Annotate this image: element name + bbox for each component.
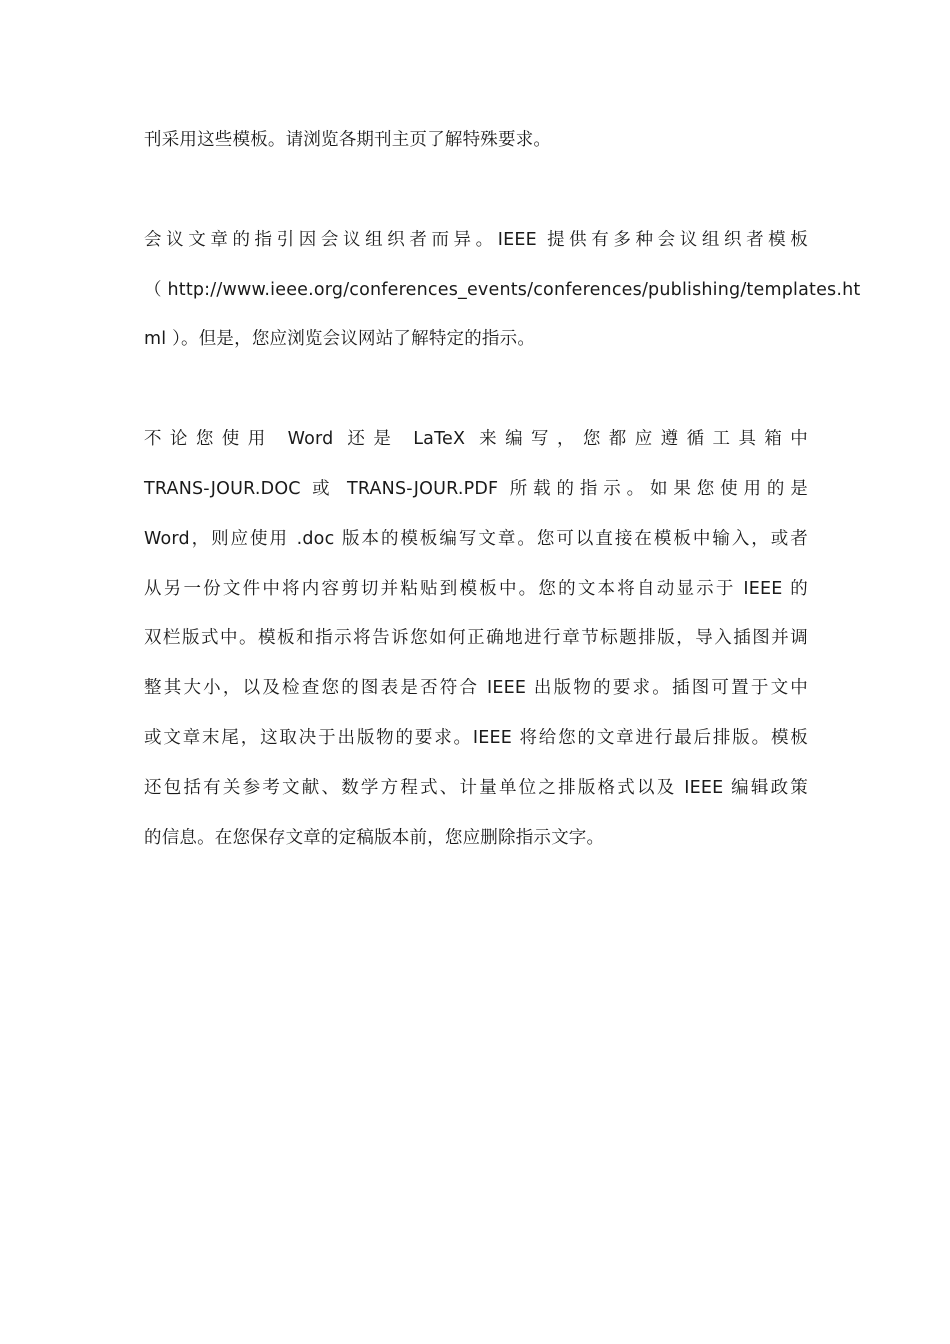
text-line: TRANS-JOUR.DOC 或 TRANS-JOUR.PDF 所载的指示。如果您使用的是: [144, 478, 808, 499]
text-line: 刊采用这些模板。请浏览各期刊主页了解特殊要求。: [144, 130, 552, 150]
text-line: Word，则应使用 .doc 版本的模板编写文章。您可以直接在模板中输入，或者: [144, 528, 808, 549]
text-line: ml ）。但是，您应浏览会议网站了解特定的指示。: [144, 329, 536, 350]
paragraph-word-latex-instructions: [144, 415, 808, 863]
text-line: 双栏版式中。模板和指示将告诉您如何正确地进行章节标题排版，导入插图并调: [144, 628, 808, 649]
text-line: 从另一份文件中将内容剪切并粘贴到模板中。您的文本将自动显示于 IEEE 的: [144, 578, 808, 599]
document-body: [144, 116, 861, 863]
paragraph-journal-templates: [144, 116, 808, 166]
url-line: （ http://www.ieee.org/conferences_events/conferences/publishing/templates.ht: [144, 279, 861, 300]
text-line: 会议文章的指引因会议组织者而异。IEEE 提供有多种会议组织者模板: [144, 229, 808, 250]
text-line: 或文章末尾，这取决于出版物的要求。IEEE 将给您的文章进行最后排版。模板: [144, 727, 808, 748]
text-line: 整其大小，以及检查您的图表是否符合 IEEE 出版物的要求。插图可置于文中: [144, 678, 808, 699]
paragraph-conference-guidelines: [144, 216, 861, 365]
text-line: 不论您使用 Word 还是 LaTeX 来编写，您都应遵循工具箱中: [144, 429, 808, 450]
text-line: 还包括有关参考文献、数学方程式、计量单位之排版格式以及 IEEE 编辑政策: [144, 777, 808, 798]
text-line: 的信息。在您保存文章的定稿版本前，您应删除指示文字。: [144, 827, 605, 848]
